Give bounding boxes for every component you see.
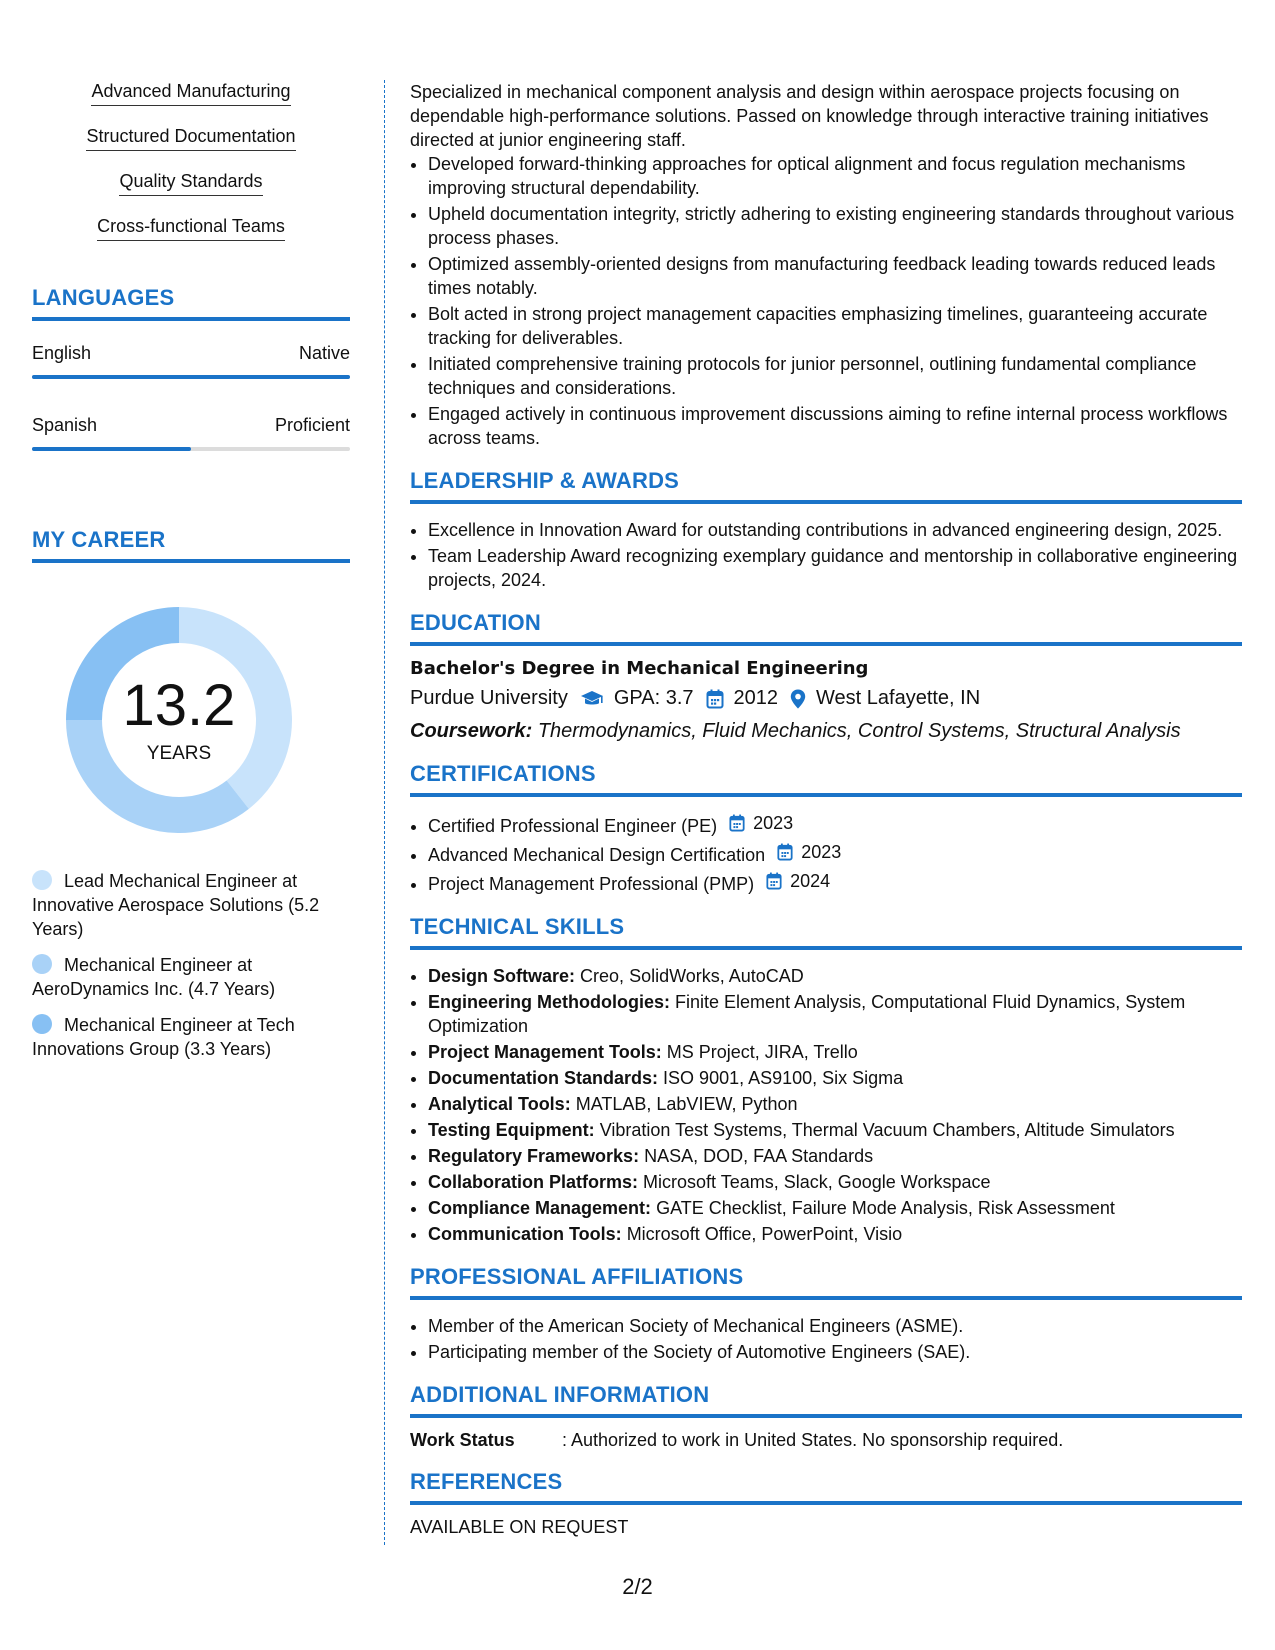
section-rule [410, 1414, 1242, 1418]
column-divider [384, 80, 385, 1545]
list-item: • Participating member of the Society of Automotive Engineers (SAE). [428, 1340, 1242, 1364]
language-bar-fill [32, 375, 350, 379]
career-title: MY CAREER [32, 527, 166, 552]
location: West Lafayette, IN [816, 687, 981, 709]
school: Purdue University [410, 687, 568, 709]
section-title: EDUCATION [410, 610, 541, 635]
interest-item: Quality Standards [32, 170, 350, 196]
section-rule [410, 1296, 1242, 1300]
right-column [410, 80, 1242, 1538]
calendar-icon [766, 872, 786, 890]
certification-item: • Advanced Mechanical Design Certification 2023 [428, 840, 1242, 867]
coursework: Coursework: Thermodynamics, Fluid Mechanics, Control Systems, Structural Analysis [410, 720, 1181, 742]
skill-item: • Collaboration Platforms: Microsoft Teams, Slack, Google Workspace [428, 1170, 1242, 1194]
calendar-icon [729, 814, 749, 832]
list-item: • Developed forward-thinking approaches for optical alignment and focus regulation mechanisms improving structural dependability. [428, 152, 1242, 200]
list-item: • Optimized assembly-oriented designs from manufacturing feedback leading towards reduced leads times notably. [428, 252, 1242, 300]
section-rule [410, 500, 1242, 504]
section-rule [410, 1501, 1242, 1505]
work-status-label: Work Status [410, 1430, 515, 1450]
interests-list [32, 80, 350, 241]
list-item: • Member of the American Society of Mechanical Engineers (ASME). [428, 1314, 1242, 1338]
language-level: Proficient [274, 415, 350, 435]
legend-dot [32, 1014, 52, 1034]
list-item: • Upheld documentation integrity, strictly adhering to existing engineering standards throughout various process phases. [428, 202, 1242, 250]
skill-item: • Regulatory Frameworks: NASA, DOD, FAA Standards [428, 1144, 1242, 1168]
education-section [410, 610, 1242, 743]
list-item: • Engaged actively in continuous improvement discussions aiming to refine internal process workflows across teams. [428, 402, 1242, 450]
awards-section [410, 468, 1242, 592]
work-status-value: : Authorized to work in United States. No sponsorship required. [562, 1430, 1064, 1450]
career-total: 13.2 [122, 673, 236, 738]
section-rule [410, 793, 1242, 797]
career-legend-item: Mechanical Engineer at Tech Innovations Group (3.3 Years) [32, 1015, 295, 1059]
section-title: PROFESSIONAL AFFILIATIONS [410, 1264, 744, 1289]
career-donut-chart [66, 607, 292, 833]
experience-bullets [410, 152, 1242, 450]
language-bar [32, 375, 350, 379]
references-text: AVAILABLE ON REQUEST [410, 1517, 629, 1537]
interest-item: Cross-functional Teams [32, 215, 350, 241]
languages-section [32, 285, 350, 451]
career-section [32, 527, 350, 1061]
language-row [32, 415, 350, 436]
section-rule [410, 642, 1242, 646]
section-title: ADDITIONAL INFORMATION [410, 1382, 710, 1407]
career-legend [32, 869, 350, 1061]
career-unit: YEARS [146, 743, 212, 764]
skill-item: • Analytical Tools: MATLAB, LabVIEW, Python [428, 1092, 1242, 1116]
work-status-row [410, 1430, 1242, 1451]
section-title: CERTIFICATIONS [410, 761, 596, 786]
affiliations-section [410, 1264, 1242, 1364]
skill-item: • Communication Tools: Microsoft Office, PowerPoint, Visio [428, 1222, 1242, 1246]
skill-item: • Design Software: Creo, SolidWorks, AutoCAD [428, 964, 1242, 988]
skill-item: • Testing Equipment: Vibration Test Systems, Thermal Vacuum Chambers, Altitude Simulators [428, 1118, 1242, 1142]
list-item: • Bolt acted in strong project management capacities emphasizing timelines, guaranteeing accurate tracking for deliverables. [428, 302, 1242, 350]
languages-title: LANGUAGES [32, 285, 175, 310]
certification-item: • Project Management Professional (PMP) 2024 [428, 869, 1242, 896]
page-number: 2/2 [622, 1574, 653, 1599]
career-legend-item: Mechanical Engineer at AeroDynamics Inc. (4.7 Years) [32, 955, 276, 999]
interest-item: Advanced Manufacturing [32, 80, 350, 106]
calendar-icon [777, 843, 797, 861]
certification-item: • Certified Professional Engineer (PE) 2023 [428, 811, 1242, 838]
interest-item: Structured Documentation [32, 125, 350, 151]
education-meta [410, 687, 1242, 710]
skill-item: • Project Management Tools: MS Project, JIRA, Trello [428, 1040, 1242, 1064]
calendar-icon [706, 689, 724, 709]
skills-section [410, 914, 1242, 1246]
graduation-cap-icon [580, 690, 604, 708]
language-row [32, 343, 350, 364]
additional-section [410, 1382, 1242, 1451]
graduation-year: 2012 [733, 687, 779, 709]
left-column [32, 80, 350, 1073]
location-pin-icon [790, 689, 806, 709]
skill-item: • Compliance Management: GATE Checklist, Failure Mode Analysis, Risk Assessment [428, 1196, 1242, 1220]
certifications-section [410, 761, 1242, 896]
language-name: English [32, 343, 92, 363]
career-legend-item: Lead Mechanical Engineer at Innovative Aerospace Solutions (5.2 Years) [32, 871, 320, 939]
section-rule [32, 317, 350, 321]
language-bar-fill [32, 447, 191, 451]
degree: Bachelor's Degree in Mechanical Engineering [410, 658, 869, 679]
language-name: Spanish [32, 415, 98, 435]
experience-summary: Specialized in mechanical component analysis and design within aerospace projects focusing on dependable high-performance solutions. Passed on knowledge through interactive training initiatives directed at junior engineering staff. [410, 82, 1209, 150]
section-rule [410, 946, 1242, 950]
list-item: • Excellence in Innovation Award for outstanding contributions in advanced engineering design, 2025. [428, 518, 1242, 542]
language-level: Native [298, 343, 350, 363]
references-section [410, 1469, 1242, 1538]
legend-dot [32, 870, 52, 890]
section-title: TECHNICAL SKILLS [410, 914, 625, 939]
section-title: REFERENCES [410, 1469, 563, 1494]
gpa: GPA: 3.7 [613, 687, 694, 709]
skill-item: • Documentation Standards: ISO 9001, AS9100, Six Sigma [428, 1066, 1242, 1090]
legend-dot [32, 954, 52, 974]
section-title: LEADERSHIP & AWARDS [410, 468, 680, 493]
language-bar [32, 447, 350, 451]
coursework-label: Coursework: [410, 720, 533, 742]
section-rule [32, 559, 350, 563]
skill-item: • Engineering Methodologies: Finite Element Analysis, Computational Fluid Dynamics, System Optimization [428, 990, 1242, 1038]
list-item: • Team Leadership Award recognizing exemplary guidance and mentorship in collaborative engineering projects, 2024. [428, 544, 1242, 592]
list-item: • Initiated comprehensive training protocols for junior personnel, outlining fundamental compliance techniques and considerations. [428, 352, 1242, 400]
